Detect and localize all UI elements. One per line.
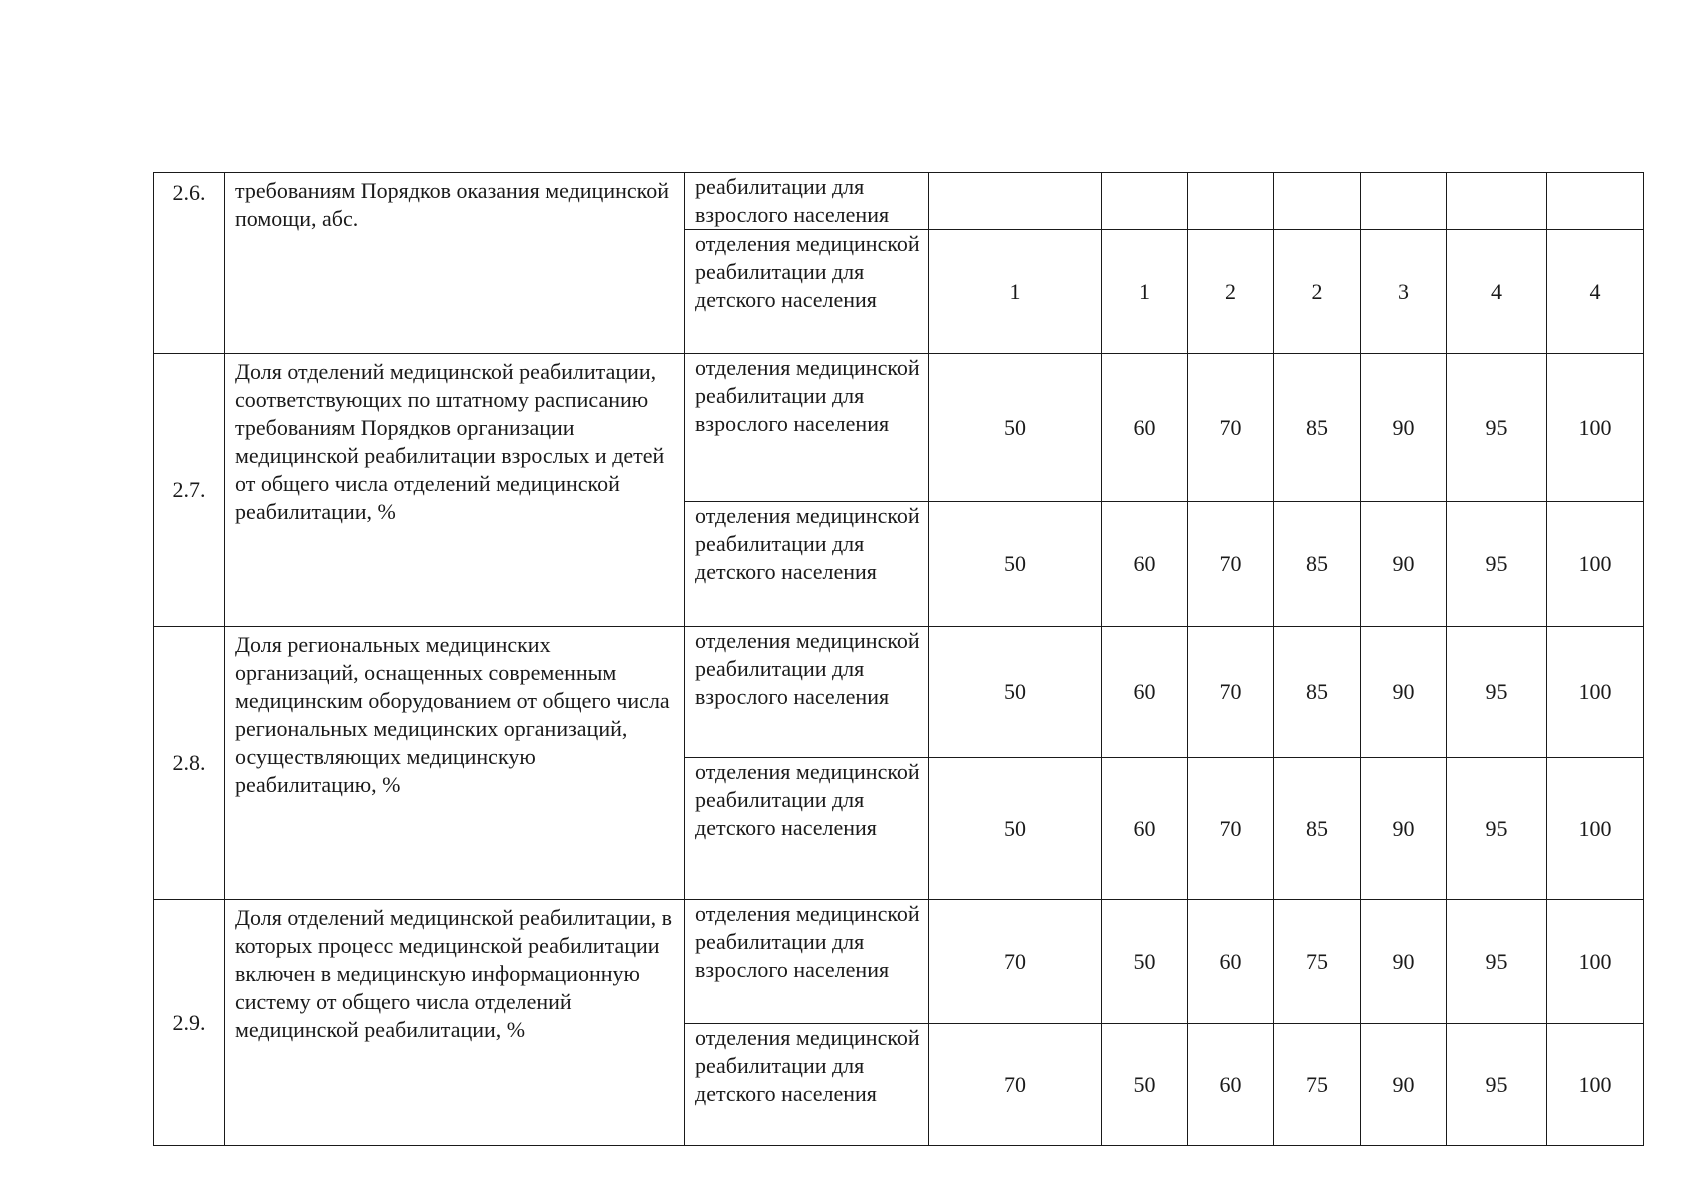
value-cell: 85 — [1274, 627, 1361, 758]
value-cell: 95 — [1447, 758, 1547, 900]
indicator-description: Доля отделений медицинской реабилитации, соответствующих по штатному расписанию требованиям Порядков организации медицинской реабилитации взрослых и детей от общего числа отделений медицинской реабилитации, % — [225, 354, 685, 627]
value-cell: 60 — [1102, 758, 1188, 900]
subcategory-label: отделения медицинской реабилитации для детского населения — [685, 1024, 929, 1146]
indicator-description: требованиям Порядков оказания медицинской помощи, абс. — [225, 173, 685, 354]
value-cell — [1361, 173, 1447, 230]
indicator-description: Доля региональных медицинских организаций, оснащенных современным медицинским оборудованием от общего числа региональных медицинских организаций, осуществляющих медицинскую реабилитацию, % — [225, 627, 685, 900]
value-cell: 90 — [1361, 627, 1447, 758]
table-row — [154, 173, 1644, 230]
value-cell: 1 — [929, 230, 1102, 354]
value-cell: 75 — [1274, 900, 1361, 1024]
value-cell: 70 — [1188, 354, 1274, 502]
value-cell: 50 — [929, 502, 1102, 627]
value-cell: 60 — [1102, 354, 1188, 502]
row-number: 2.7. — [154, 354, 225, 627]
value-cell: 70 — [929, 1024, 1102, 1146]
table-row — [154, 627, 1644, 758]
row-number: 2.8. — [154, 627, 225, 900]
value-cell: 90 — [1361, 502, 1447, 627]
indicators-table — [153, 172, 1644, 1146]
value-cell: 1 — [1102, 230, 1188, 354]
subcategory-label: отделения медицинской реабилитации для взрослого населения — [685, 627, 929, 758]
subcategory-label: отделения медицинской реабилитации для взрослого населения — [685, 354, 929, 502]
value-cell: 95 — [1447, 627, 1547, 758]
row-number: 2.9. — [154, 900, 225, 1146]
subcategory-label: отделения медицинской реабилитации для детского населения — [685, 758, 929, 900]
table-row — [154, 900, 1644, 1024]
value-cell: 60 — [1102, 627, 1188, 758]
subcategory-label: отделения медицинской реабилитации для детского населения — [685, 502, 929, 627]
value-cell: 100 — [1547, 502, 1644, 627]
value-cell: 3 — [1361, 230, 1447, 354]
subcategory-label: отделения медицинской реабилитации для детского населения — [685, 230, 929, 354]
table-body — [154, 173, 1644, 1146]
value-cell: 2 — [1274, 230, 1361, 354]
value-cell — [1547, 173, 1644, 230]
table-row — [154, 354, 1644, 502]
value-cell: 95 — [1447, 502, 1547, 627]
value-cell: 70 — [1188, 627, 1274, 758]
value-cell: 100 — [1547, 758, 1644, 900]
value-cell: 60 — [1188, 1024, 1274, 1146]
value-cell: 50 — [1102, 1024, 1188, 1146]
value-cell: 95 — [1447, 354, 1547, 502]
value-cell: 95 — [1447, 900, 1547, 1024]
value-cell: 70 — [1188, 758, 1274, 900]
value-cell: 60 — [1188, 900, 1274, 1024]
value-cell: 4 — [1547, 230, 1644, 354]
value-cell: 60 — [1102, 502, 1188, 627]
value-cell: 50 — [929, 354, 1102, 502]
value-cell: 100 — [1547, 900, 1644, 1024]
value-cell — [1447, 173, 1547, 230]
value-cell — [1188, 173, 1274, 230]
value-cell: 100 — [1547, 627, 1644, 758]
value-cell — [1274, 173, 1361, 230]
value-cell: 85 — [1274, 758, 1361, 900]
value-cell: 85 — [1274, 502, 1361, 627]
value-cell: 90 — [1361, 1024, 1447, 1146]
value-cell: 4 — [1447, 230, 1547, 354]
value-cell: 90 — [1361, 758, 1447, 900]
value-cell: 70 — [929, 900, 1102, 1024]
value-cell: 90 — [1361, 354, 1447, 502]
value-cell: 50 — [1102, 900, 1188, 1024]
value-cell: 95 — [1447, 1024, 1547, 1146]
value-cell: 75 — [1274, 1024, 1361, 1146]
value-cell: 90 — [1361, 900, 1447, 1024]
value-cell — [1102, 173, 1188, 230]
value-cell: 100 — [1547, 354, 1644, 502]
row-number: 2.6. — [154, 173, 225, 354]
value-cell — [929, 173, 1102, 230]
value-cell: 85 — [1274, 354, 1361, 502]
subcategory-label: отделения медицинской реабилитации для взрослого населения — [685, 900, 929, 1024]
value-cell: 70 — [1188, 502, 1274, 627]
indicator-description: Доля отделений медицинской реабилитации, в которых процесс медицинской реабилитации включен в медицинскую информационную систему от общего числа отделений медицинской реабилитации, % — [225, 900, 685, 1146]
value-cell: 50 — [929, 758, 1102, 900]
subcategory-label: реабилитации для взрослого населения — [685, 173, 929, 230]
value-cell: 100 — [1547, 1024, 1644, 1146]
value-cell: 2 — [1188, 230, 1274, 354]
value-cell: 50 — [929, 627, 1102, 758]
